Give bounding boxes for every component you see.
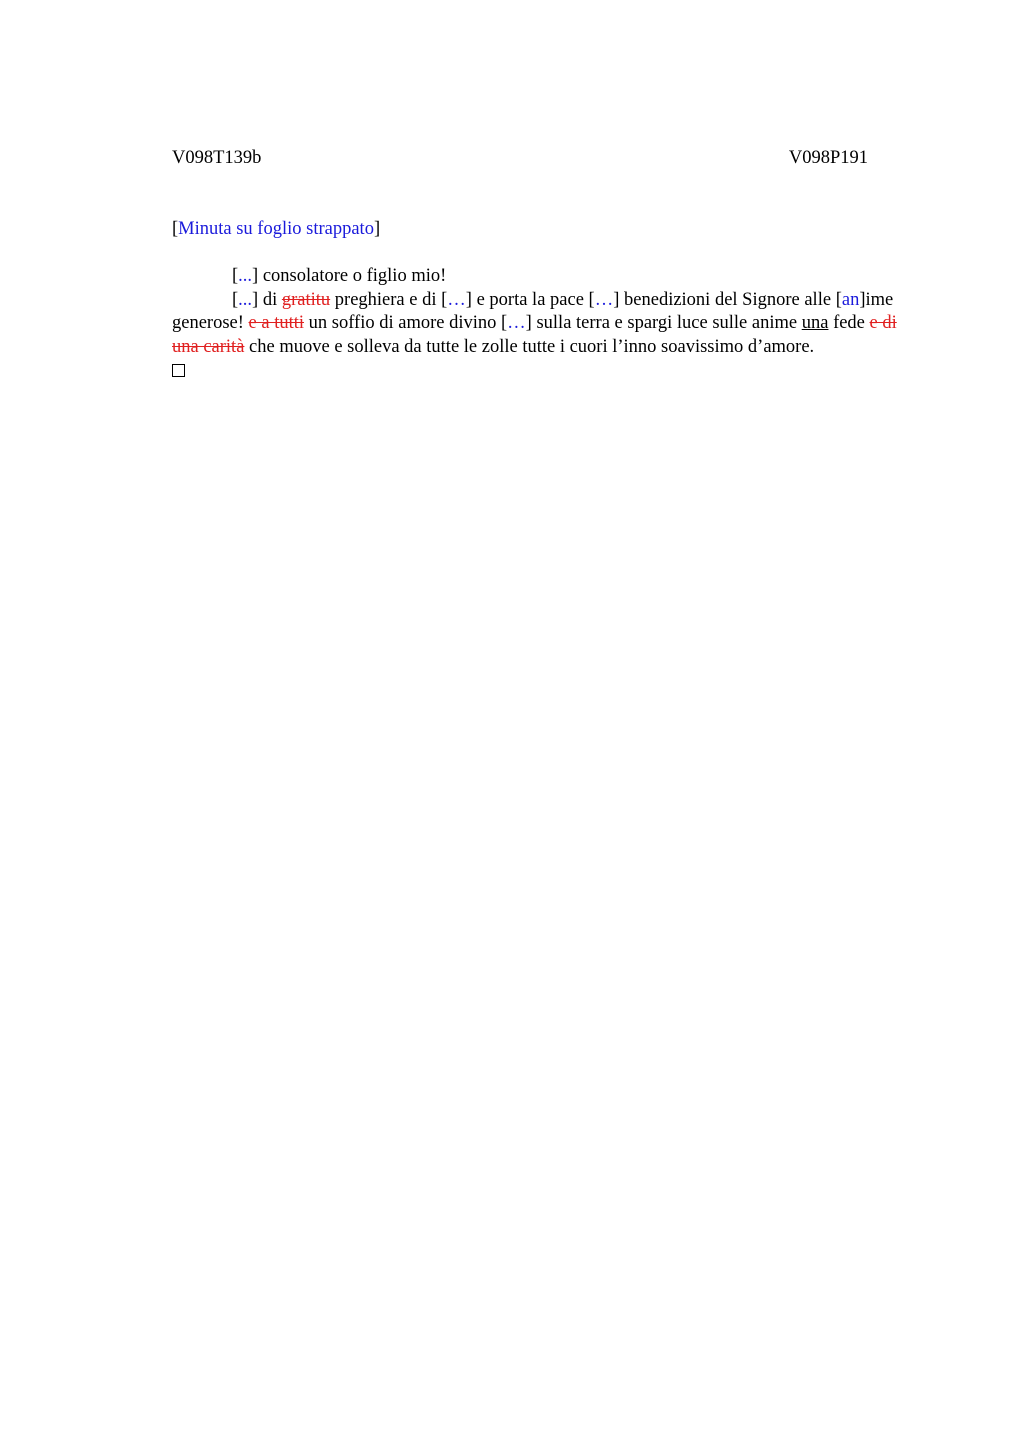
lacuna-dots: … (594, 289, 614, 310)
deleted-text: e di una carità (172, 313, 897, 357)
lacuna-open: [ (232, 289, 239, 310)
lacuna-close: ] (252, 289, 259, 310)
underlined-text: una (801, 313, 829, 334)
paragraph-text: sulla terra e spargi luce sulle anime (531, 313, 802, 334)
integration-text: an (841, 289, 860, 310)
paragraph-text: e porta la pace (471, 289, 589, 310)
note-text: Minuta su foglio strappato (178, 219, 374, 239)
paragraph-2 (172, 289, 902, 360)
lacuna-close: ] (465, 289, 472, 310)
document-page (172, 0, 902, 1450)
lacuna-open: [ (588, 289, 595, 310)
note-close-bracket: ] (373, 219, 381, 239)
lacuna-close: ] (613, 289, 620, 310)
paragraph-text: consolatore o figlio mio! (258, 266, 447, 286)
page-code: V098P191 (788, 148, 868, 168)
integration-open: [ (835, 289, 842, 310)
paragraph-text: un soffio di amore divino (304, 313, 501, 334)
lacuna-open: [ (232, 266, 239, 286)
lacuna-dots: ... (238, 266, 253, 286)
paragraph-text: di (258, 289, 282, 310)
note-open-bracket: [ (172, 219, 179, 239)
paragraph-text: ime generose! (172, 289, 894, 334)
integration-close: ] (859, 289, 866, 310)
editorial-note (172, 217, 380, 241)
lacuna-open: [ (501, 313, 508, 334)
lacuna-open: [ (441, 289, 448, 310)
paragraph-1 (172, 265, 902, 289)
lacuna-close: ] (525, 313, 532, 334)
document-code: V098T139b (172, 148, 262, 168)
lacuna-close: ] (252, 266, 259, 286)
end-marker (172, 359, 902, 385)
deleted-text: e a tutti (248, 313, 305, 334)
lacuna-dots: … (447, 289, 466, 310)
paragraph-text: preghiera e di (330, 289, 442, 310)
paragraph-text: che muove e solleva da tutte le zolle tutte i cuori l’inno soavissimo d’amore. (244, 336, 815, 357)
paragraph-text: fede (828, 313, 870, 334)
page-header (172, 146, 868, 170)
paragraph-text: benedizioni del Signore alle (619, 289, 836, 310)
deleted-text: gratitu (281, 289, 331, 310)
letter-body (172, 265, 902, 385)
lacuna-dots: … (507, 313, 526, 334)
lacuna-dots: ... (238, 289, 253, 310)
square-outline-icon (172, 364, 185, 377)
